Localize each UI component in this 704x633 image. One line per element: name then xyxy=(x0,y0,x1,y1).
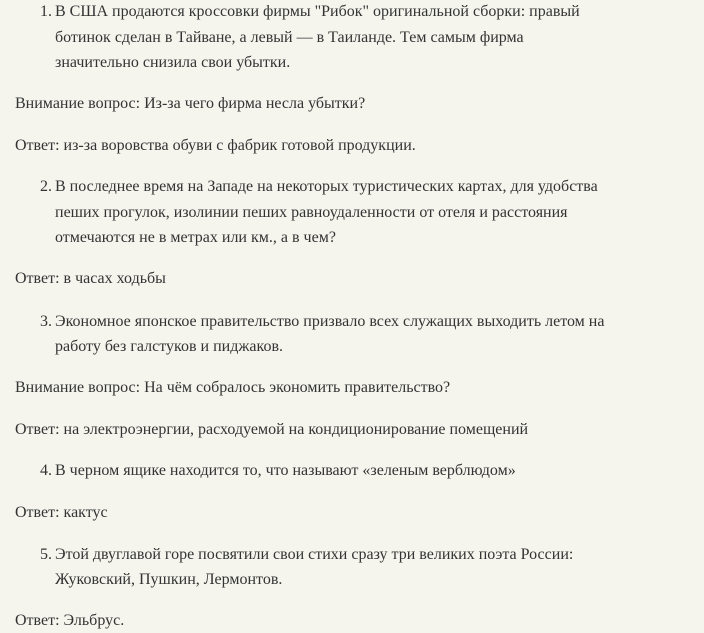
list-number: 3. xyxy=(40,313,52,330)
list-item-text: ботинок сделан в Тайване, а левый — в Таиланде. Тем самым фирма xyxy=(55,29,524,46)
question-paragraph: Внимание вопрос: На чём собралось экономить правительство? xyxy=(15,379,451,396)
list-item-text: значительно снизила свои убытки. xyxy=(55,54,291,71)
list-item-text: В последнее время на Западе на некоторых туристических картах, для удобства xyxy=(55,178,598,195)
answer-paragraph: Ответ: кактус xyxy=(15,504,108,521)
list-number: 1. xyxy=(40,3,52,20)
list-number: 5. xyxy=(40,546,52,563)
list-item-text: В черном ящике находится то, что называют «зеленым верблюдом» xyxy=(55,462,516,479)
answer-paragraph: Ответ: Эльбрус. xyxy=(15,612,125,629)
list-item-text: работу без галстуков и пиджаков. xyxy=(55,338,284,355)
answer-paragraph: Ответ: на электроэнергии, расходуемой на кондиционирование помещений xyxy=(15,421,529,438)
list-number: 2. xyxy=(40,178,52,195)
list-item-text: В США продаются кроссовки фирмы "Рибок" оригинальной сборки: правый xyxy=(55,3,580,20)
list-item-text: Экономное японское правительство призвало всех служащих выходить летом на xyxy=(55,313,605,330)
list-number: 4. xyxy=(40,462,52,479)
question-paragraph: Внимание вопрос: Из-за чего фирма несла убытки? xyxy=(15,95,366,112)
answer-paragraph: Ответ: в часах ходьбы xyxy=(15,270,166,287)
list-item-text: Этой двуглавой горе посвятили свои стихи сразу три великих поэта России: xyxy=(55,546,574,563)
answer-paragraph: Ответ: из-за воровства обуви с фабрик готовой продукции. xyxy=(15,137,416,154)
list-item-text: пеших прогулок, изолинии пеших равноудаленности от отеля и расстояния xyxy=(55,204,568,221)
list-item-text: Жуковский, Пушкин, Лермонтов. xyxy=(55,571,283,588)
list-item-text: отмечаются не в метрах или км., а в чем? xyxy=(55,229,336,246)
